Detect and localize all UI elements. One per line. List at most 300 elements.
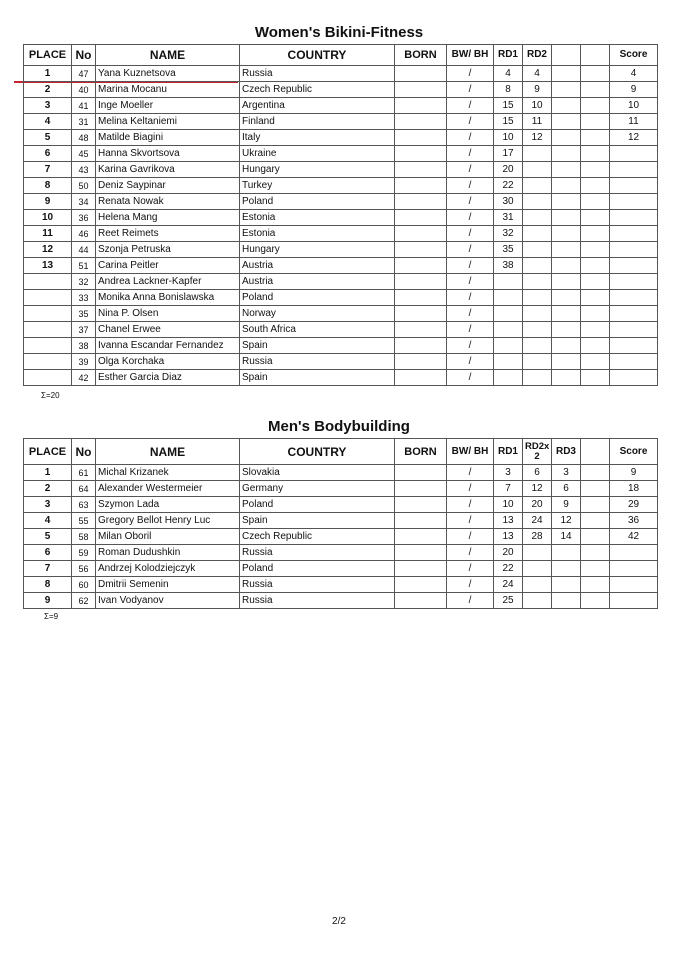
cell-blank	[552, 162, 581, 178]
cell-place: 9	[24, 194, 72, 210]
cell-rd2	[523, 354, 552, 370]
cell-name: Szonja Petruska	[96, 242, 240, 258]
cell-no: 63	[72, 497, 96, 513]
table-row	[24, 481, 658, 497]
cell-bw: /	[447, 146, 494, 162]
col-header-name: NAME	[96, 45, 240, 66]
cell-blank	[581, 146, 610, 162]
cell-place: 13	[24, 258, 72, 274]
cell-rd2	[523, 178, 552, 194]
cell-country: Germany	[240, 481, 395, 497]
cell-bw: /	[447, 529, 494, 545]
cell-place: 6	[24, 545, 72, 561]
cell-place: 12	[24, 242, 72, 258]
cell-bw: /	[447, 194, 494, 210]
cell-bw: /	[447, 82, 494, 98]
cell-blank	[581, 354, 610, 370]
cell-born	[395, 226, 447, 242]
cell-name: Monika Anna Bonislawska	[96, 290, 240, 306]
cell-score	[610, 258, 658, 274]
cell-name: Matilde Biagini	[96, 130, 240, 146]
table-row	[24, 242, 658, 258]
cell-country: Poland	[240, 290, 395, 306]
cell-blank	[581, 497, 610, 513]
cell-rd2x2: 24	[523, 513, 552, 529]
cell-place	[24, 290, 72, 306]
cell-blank	[581, 210, 610, 226]
cell-born	[395, 258, 447, 274]
cell-score: 4	[610, 66, 658, 82]
cell-score	[610, 577, 658, 593]
col-header-no: No	[72, 45, 96, 66]
cell-bw: /	[447, 290, 494, 306]
cell-rd2: 11	[523, 114, 552, 130]
cell-score	[610, 178, 658, 194]
cell-place: 7	[24, 561, 72, 577]
col-header-country: COUNTRY	[240, 45, 395, 66]
col-header-score: Score	[610, 45, 658, 66]
cell-born	[395, 322, 447, 338]
page-number: 2/2	[332, 916, 346, 927]
cell-no: 58	[72, 529, 96, 545]
cell-bw: /	[447, 593, 494, 609]
mens-count: Σ=9	[44, 612, 59, 621]
cell-no: 56	[72, 561, 96, 577]
cell-rd3: 12	[552, 513, 581, 529]
cell-rd1	[494, 370, 523, 386]
cell-rd1	[494, 338, 523, 354]
cell-rd2	[523, 370, 552, 386]
cell-country: Finland	[240, 114, 395, 130]
cell-born	[395, 242, 447, 258]
table-row	[24, 82, 658, 98]
cell-bw: /	[447, 98, 494, 114]
cell-name: Szymon Lada	[96, 497, 240, 513]
cell-blank	[581, 258, 610, 274]
cell-score	[610, 593, 658, 609]
cell-rd1: 13	[494, 513, 523, 529]
cell-blank	[552, 354, 581, 370]
cell-rd2x2	[523, 545, 552, 561]
cell-country: Hungary	[240, 242, 395, 258]
cell-place: 1	[24, 66, 72, 82]
cell-name: Reet Reimets	[96, 226, 240, 242]
cell-score	[610, 561, 658, 577]
table-row	[24, 497, 658, 513]
cell-place: 3	[24, 497, 72, 513]
cell-rd1: 4	[494, 66, 523, 82]
cell-name: Carina Peitler	[96, 258, 240, 274]
cell-rd1	[494, 322, 523, 338]
table-row	[24, 529, 658, 545]
cell-name: Andrea Lackner-Kapfer	[96, 274, 240, 290]
cell-no: 33	[72, 290, 96, 306]
cell-rd2	[523, 322, 552, 338]
cell-country: Turkey	[240, 178, 395, 194]
cell-no: 32	[72, 274, 96, 290]
table-row	[24, 258, 658, 274]
cell-rd1: 22	[494, 561, 523, 577]
cell-rd2	[523, 290, 552, 306]
cell-no: 43	[72, 162, 96, 178]
table-row	[24, 306, 658, 322]
cell-score	[610, 545, 658, 561]
cell-name: Roman Dudushkin	[96, 545, 240, 561]
cell-rd1: 22	[494, 178, 523, 194]
cell-rd1: 35	[494, 242, 523, 258]
cell-place: 5	[24, 130, 72, 146]
cell-no: 47	[72, 66, 96, 82]
cell-blank	[552, 210, 581, 226]
cell-place: 10	[24, 210, 72, 226]
cell-born	[395, 82, 447, 98]
cell-score	[610, 162, 658, 178]
cell-rd3	[552, 577, 581, 593]
cell-blank	[581, 593, 610, 609]
cell-score: 42	[610, 529, 658, 545]
table-row	[24, 162, 658, 178]
cell-blank	[581, 465, 610, 481]
cell-name: Alexander Westermeier	[96, 481, 240, 497]
cell-name: Esther Garcia Diaz	[96, 370, 240, 386]
cell-country: Argentina	[240, 98, 395, 114]
cell-country: Austria	[240, 274, 395, 290]
table-row	[24, 354, 658, 370]
cell-rd1: 31	[494, 210, 523, 226]
cell-no: 42	[72, 370, 96, 386]
cell-blank	[581, 529, 610, 545]
cell-bw: /	[447, 370, 494, 386]
col-header-rd1: RD1	[494, 439, 523, 465]
cell-bw: /	[447, 306, 494, 322]
cell-country: Poland	[240, 561, 395, 577]
col-header-rd3: RD3	[552, 439, 581, 465]
cell-name: Milan Oboril	[96, 529, 240, 545]
womens-results-table	[23, 44, 658, 386]
col-header-rd1: RD1	[494, 45, 523, 66]
cell-no: 37	[72, 322, 96, 338]
col-header-no: No	[72, 439, 96, 465]
cell-rd1: 20	[494, 162, 523, 178]
cell-born	[395, 370, 447, 386]
cell-rd2	[523, 338, 552, 354]
cell-country: Spain	[240, 513, 395, 529]
cell-no: 40	[72, 82, 96, 98]
col-header-rd2: RD2	[523, 45, 552, 66]
cell-place	[24, 370, 72, 386]
cell-no: 44	[72, 242, 96, 258]
table-row	[24, 465, 658, 481]
cell-no: 61	[72, 465, 96, 481]
cell-score	[610, 194, 658, 210]
cell-bw: /	[447, 130, 494, 146]
cell-blank	[581, 545, 610, 561]
cell-score	[610, 274, 658, 290]
cell-blank	[581, 98, 610, 114]
cell-blank	[552, 178, 581, 194]
cell-born	[395, 114, 447, 130]
cell-name: Renata Nowak	[96, 194, 240, 210]
cell-score	[610, 242, 658, 258]
cell-bw: /	[447, 242, 494, 258]
table-row	[24, 114, 658, 130]
cell-rd2	[523, 274, 552, 290]
cell-country: Russia	[240, 66, 395, 82]
cell-name: Yana Kuznetsova	[96, 66, 240, 82]
cell-rd2	[523, 162, 552, 178]
cell-bw: /	[447, 274, 494, 290]
cell-rd2	[523, 210, 552, 226]
cell-score	[610, 210, 658, 226]
cell-born	[395, 66, 447, 82]
cell-name: Nina P. Olsen	[96, 306, 240, 322]
cell-rd2x2: 28	[523, 529, 552, 545]
col-header-bw: BW/ BH	[447, 439, 494, 465]
cell-born	[395, 513, 447, 529]
cell-score: 18	[610, 481, 658, 497]
cell-born	[395, 274, 447, 290]
cell-place: 7	[24, 162, 72, 178]
cell-born	[395, 577, 447, 593]
cell-born	[395, 162, 447, 178]
cell-blank	[552, 226, 581, 242]
cell-rd1: 15	[494, 98, 523, 114]
cell-blank	[552, 258, 581, 274]
table-row	[24, 178, 658, 194]
cell-place: 3	[24, 98, 72, 114]
col-header-name: NAME	[96, 439, 240, 465]
cell-score: 29	[610, 497, 658, 513]
cell-blank	[581, 178, 610, 194]
cell-no: 39	[72, 354, 96, 370]
cell-no: 34	[72, 194, 96, 210]
cell-rd2: 4	[523, 66, 552, 82]
col-header-blank	[581, 439, 610, 465]
cell-country: Czech Republic	[240, 82, 395, 98]
cell-name: Karina Gavrikova	[96, 162, 240, 178]
cell-blank	[552, 194, 581, 210]
cell-place: 1	[24, 465, 72, 481]
cell-born	[395, 338, 447, 354]
cell-rd2: 9	[523, 82, 552, 98]
cell-place: 5	[24, 529, 72, 545]
cell-country: Norway	[240, 306, 395, 322]
cell-name: Melina Keltaniemi	[96, 114, 240, 130]
table-row	[24, 146, 658, 162]
cell-place	[24, 306, 72, 322]
cell-name: Deniz Saypinar	[96, 178, 240, 194]
cell-born	[395, 178, 447, 194]
cell-blank	[552, 370, 581, 386]
cell-bw: /	[447, 258, 494, 274]
cell-blank	[581, 66, 610, 82]
cell-blank	[552, 66, 581, 82]
cell-rd2	[523, 242, 552, 258]
cell-blank	[581, 513, 610, 529]
cell-rd3	[552, 593, 581, 609]
cell-place: 9	[24, 593, 72, 609]
cell-rd1: 13	[494, 529, 523, 545]
cell-rd1: 32	[494, 226, 523, 242]
table-row	[24, 274, 658, 290]
table-row	[24, 194, 658, 210]
cell-bw: /	[447, 66, 494, 82]
cell-no: 35	[72, 306, 96, 322]
cell-born	[395, 194, 447, 210]
mens-results-table	[23, 438, 658, 609]
cell-place: 4	[24, 513, 72, 529]
cell-born	[395, 497, 447, 513]
table-row	[24, 370, 658, 386]
cell-name: Inge Moeller	[96, 98, 240, 114]
cell-no: 60	[72, 577, 96, 593]
col-header-bw: BW/ BH	[447, 45, 494, 66]
cell-rd2	[523, 194, 552, 210]
col-header-place: PLACE	[24, 439, 72, 465]
cell-blank	[552, 130, 581, 146]
cell-blank	[581, 577, 610, 593]
cell-rd2x2	[523, 561, 552, 577]
col-header-blank	[552, 45, 581, 66]
table-row	[24, 210, 658, 226]
cell-country: Estonia	[240, 210, 395, 226]
cell-blank	[581, 114, 610, 130]
cell-place	[24, 354, 72, 370]
cell-rd2	[523, 258, 552, 274]
cell-score	[610, 146, 658, 162]
cell-country: Russia	[240, 354, 395, 370]
cell-bw: /	[447, 226, 494, 242]
col-header-born: BORN	[395, 439, 447, 465]
cell-blank	[581, 242, 610, 258]
cell-country: Russia	[240, 577, 395, 593]
cell-score: 9	[610, 465, 658, 481]
cell-bw: /	[447, 354, 494, 370]
cell-born	[395, 98, 447, 114]
cell-name: Chanel Erwee	[96, 322, 240, 338]
cell-no: 50	[72, 178, 96, 194]
cell-bw: /	[447, 545, 494, 561]
cell-rd1	[494, 306, 523, 322]
cell-place	[24, 338, 72, 354]
cell-blank	[581, 130, 610, 146]
cell-rd2x2: 12	[523, 481, 552, 497]
cell-no: 55	[72, 513, 96, 529]
cell-score: 36	[610, 513, 658, 529]
cell-bw: /	[447, 481, 494, 497]
cell-rd3	[552, 545, 581, 561]
cell-score	[610, 322, 658, 338]
cell-rd1: 20	[494, 545, 523, 561]
col-header-rd2x2: RD2x 2	[523, 439, 552, 465]
cell-rd1: 38	[494, 258, 523, 274]
cell-no: 41	[72, 98, 96, 114]
cell-rd2x2: 6	[523, 465, 552, 481]
cell-no: 45	[72, 146, 96, 162]
col-header-place: PLACE	[24, 45, 72, 66]
cell-place	[24, 322, 72, 338]
cell-country: South Africa	[240, 322, 395, 338]
cell-rd3: 9	[552, 497, 581, 513]
col-header-blank	[581, 45, 610, 66]
cell-blank	[581, 194, 610, 210]
cell-bw: /	[447, 210, 494, 226]
cell-bw: /	[447, 162, 494, 178]
cell-rd1: 10	[494, 497, 523, 513]
cell-place: 8	[24, 577, 72, 593]
cell-country: Italy	[240, 130, 395, 146]
cell-bw: /	[447, 561, 494, 577]
cell-bw: /	[447, 465, 494, 481]
cell-name: Olga Korchaka	[96, 354, 240, 370]
cell-born	[395, 593, 447, 609]
cell-blank	[581, 322, 610, 338]
cell-score	[610, 226, 658, 242]
cell-blank	[581, 162, 610, 178]
cell-name: Dmitrii Semenin	[96, 577, 240, 593]
cell-country: Poland	[240, 194, 395, 210]
cell-rd3: 6	[552, 481, 581, 497]
cell-blank	[552, 274, 581, 290]
cell-born	[395, 561, 447, 577]
cell-name: Michal Krizanek	[96, 465, 240, 481]
cell-rd2	[523, 306, 552, 322]
cell-country: Poland	[240, 497, 395, 513]
cell-country: Spain	[240, 370, 395, 386]
cell-score: 9	[610, 82, 658, 98]
cell-born	[395, 465, 447, 481]
cell-rd1: 8	[494, 82, 523, 98]
col-header-born: BORN	[395, 45, 447, 66]
cell-rd2: 12	[523, 130, 552, 146]
table-row	[24, 226, 658, 242]
cell-rd1: 30	[494, 194, 523, 210]
table-row	[24, 66, 658, 82]
cell-rd1: 7	[494, 481, 523, 497]
cell-blank	[581, 561, 610, 577]
cell-no: 59	[72, 545, 96, 561]
cell-no: 48	[72, 130, 96, 146]
cell-blank	[552, 114, 581, 130]
cell-blank	[581, 306, 610, 322]
cell-place: 2	[24, 82, 72, 98]
cell-no: 62	[72, 593, 96, 609]
cell-bw: /	[447, 577, 494, 593]
cell-country: Hungary	[240, 162, 395, 178]
cell-blank	[581, 290, 610, 306]
cell-score	[610, 306, 658, 322]
cell-born	[395, 545, 447, 561]
cell-blank	[581, 370, 610, 386]
cell-place: 2	[24, 481, 72, 497]
cell-no: 46	[72, 226, 96, 242]
cell-rd1	[494, 290, 523, 306]
cell-score	[610, 354, 658, 370]
cell-blank	[552, 290, 581, 306]
table-row	[24, 98, 658, 114]
table-row	[24, 561, 658, 577]
cell-place: 4	[24, 114, 72, 130]
cell-rd2x2	[523, 577, 552, 593]
cell-name: Gregory Bellot Henry Luc	[96, 513, 240, 529]
table-row	[24, 513, 658, 529]
cell-rd1: 25	[494, 593, 523, 609]
col-header-country: COUNTRY	[240, 439, 395, 465]
cell-bw: /	[447, 114, 494, 130]
cell-name: Marina Mocanu	[96, 82, 240, 98]
mens-section-title: Men's Bodybuilding	[268, 418, 410, 435]
cell-country: Austria	[240, 258, 395, 274]
